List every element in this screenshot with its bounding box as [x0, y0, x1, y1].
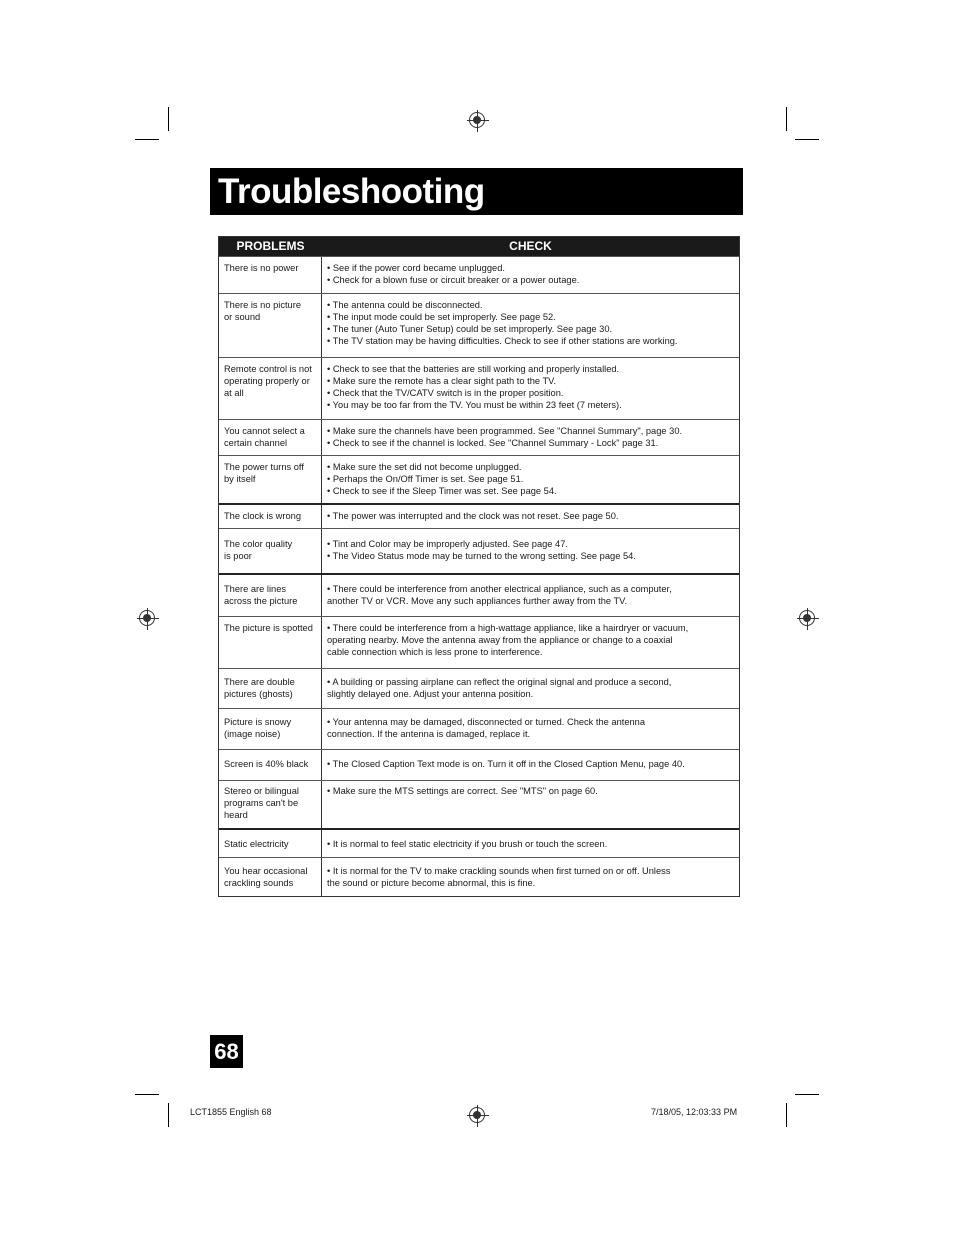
crop-mark: [168, 1103, 169, 1127]
problem-cell: The picture is spotted: [219, 617, 322, 668]
table-row: [219, 573, 739, 616]
crop-mark: [135, 1094, 159, 1095]
problem-cell: Screen is 40% black: [219, 750, 322, 780]
problem-cell: There are lines across the picture: [219, 575, 322, 616]
problem-cell: Static electricity: [219, 830, 322, 857]
registration-mark-icon: [139, 610, 155, 626]
check-cell: • It is normal to feel static electricity if you brush or touch the screen.: [327, 839, 608, 849]
table-row: [219, 749, 739, 780]
check-cell: • It is normal for the TV to make crackling sounds when first turned on or off. Unless the sound or picture become abnormal, this is fine.: [327, 866, 671, 888]
header-check: CHECK: [509, 239, 552, 253]
table-row: [219, 780, 739, 828]
check-cell: • The Closed Caption Text mode is on. Turn it off in the Closed Caption Menu, page 40.: [327, 759, 685, 769]
title-bar: [210, 168, 743, 215]
check-cell: • There could be interference from a high-wattage appliance, like a hairdryer or vacuum, operating nearby. Move the antenna away from the appliance or change to a coaxial cable connection which is less prone to interference.: [327, 623, 689, 657]
table-row: [219, 256, 739, 293]
table-row: [219, 668, 739, 708]
check-cell: • The power was interrupted and the clock was not reset. See page 50.: [327, 511, 619, 521]
check-cell: • Your antenna may be damaged, disconnected or turned. Check the antenna connection. If the antenna is damaged, replace it.: [327, 717, 646, 739]
check-cell: • Tint and Color may be improperly adjusted. See page 47. • The Video Status mode may be turned to the wrong setting. See page 54.: [327, 539, 636, 561]
troubleshooting-table: [218, 236, 740, 897]
crop-mark: [795, 139, 819, 140]
problem-cell: Stereo or bilingual programs can't be heard: [219, 781, 322, 828]
table-row: [219, 708, 739, 749]
header-problems: PROBLEMS: [236, 239, 305, 253]
table-row: [219, 419, 739, 455]
check-cell: • The antenna could be disconnected. • The input mode could be set improperly. See page 52. • The tuner (Auto Tuner Setup) could be set improperly. See page 30. • The TV station may be having difficulties. Check to see if other stations are working.: [327, 300, 678, 346]
table-row: [219, 857, 739, 896]
check-cell: • Make sure the channels have been programmed. See "Channel Summary", page 30. • Check to see if the channel is locked. See "Channel Summary - Lock" page 31.: [327, 426, 683, 448]
problem-cell: Picture is snowy (image noise): [219, 709, 322, 749]
check-cell: • Make sure the MTS settings are correct. See "MTS" on page 60.: [327, 786, 598, 796]
table-row: [219, 828, 739, 857]
footer-right: 7/18/05, 12:03:33 PM: [651, 1107, 738, 1117]
crop-mark: [786, 1103, 787, 1127]
problem-cell: There is no picture or sound: [219, 294, 322, 357]
problem-cell: There are double pictures (ghosts): [219, 669, 322, 708]
check-cell: • Make sure the set did not become unplugged. • Perhaps the On/Off Timer is set. See page 51. • Check to see if the Sleep Timer was set. See page 54.: [327, 462, 557, 496]
problem-cell: The power turns off by itself: [219, 456, 322, 503]
problem-cell: The clock is wrong: [219, 505, 322, 528]
crop-mark: [786, 107, 787, 131]
problem-cell: The color quality is poor: [219, 529, 322, 573]
problem-cell: Remote control is not operating properly or at all: [219, 358, 322, 419]
registration-mark-icon: [469, 112, 485, 128]
registration-mark-icon: [469, 1107, 485, 1123]
table-row: [219, 357, 739, 419]
problem-cell: You cannot select a certain channel: [219, 420, 322, 455]
page-number: 68: [210, 1035, 243, 1068]
table-row: [219, 503, 739, 528]
table-row: [219, 616, 739, 668]
problem-cell: You hear occasional crackling sounds: [219, 858, 322, 896]
crop-mark: [795, 1094, 819, 1095]
footer-left: LCT1855 English 68: [190, 1107, 272, 1117]
check-cell: • Check to see that the batteries are still working and properly installed. • Make sure the remote has a clear sight path to the TV. • Check that the TV/CATV switch is in the proper position. • You may be too far from the TV. You must be within 23 feet (7 meters).: [327, 364, 622, 410]
table-row: [219, 528, 739, 573]
table-header: [219, 237, 739, 256]
crop-mark: [168, 107, 169, 131]
registration-mark-icon: [799, 610, 815, 626]
table-row: [219, 455, 739, 503]
check-cell: • A building or passing airplane can reflect the original signal and produce a second, slightly delayed one. Adjust your antenna position.: [327, 677, 672, 699]
check-cell: • There could be interference from another electrical appliance, such as a computer, another TV or VCR. Move any such appliances further away from the TV.: [327, 584, 672, 606]
table-row: [219, 293, 739, 357]
page-title: Troubleshooting: [218, 172, 485, 211]
crop-mark: [135, 139, 159, 140]
problem-cell: There is no power: [219, 257, 322, 293]
check-cell: • See if the power cord became unplugged. • Check for a blown fuse or circuit breaker or a power outage.: [327, 263, 580, 285]
